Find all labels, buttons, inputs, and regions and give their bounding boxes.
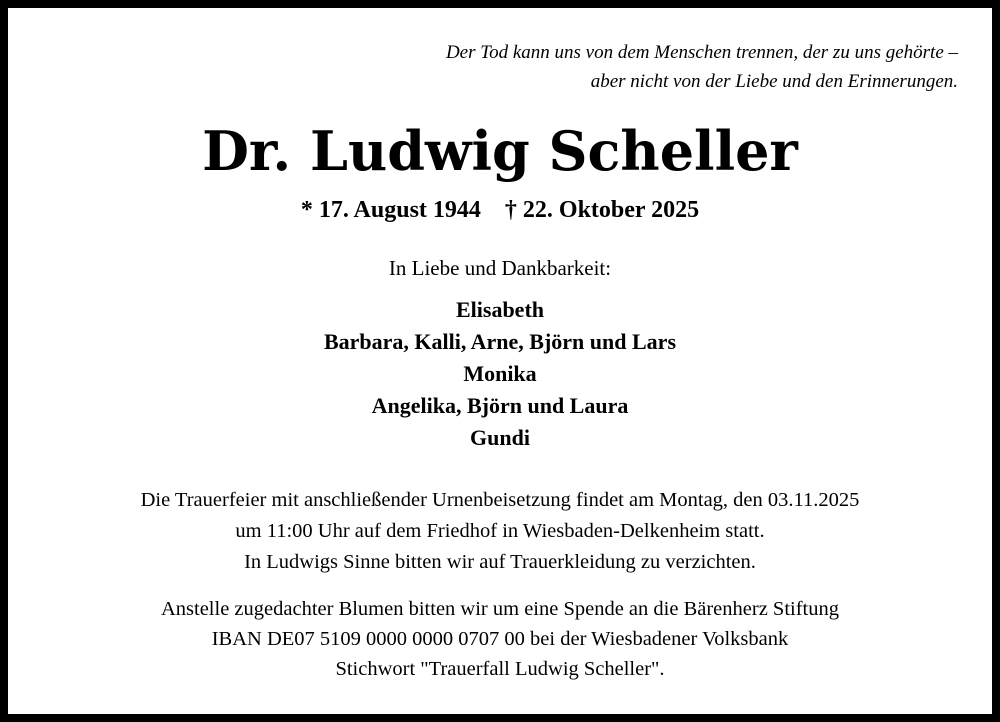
ceremony-info [8,485,992,578]
birth-date: * 17. August 1944 [300,197,481,223]
ceremony-line: In Ludwigs Sinne bitten wir auf Trauerkleidung zu verzichten. [244,551,756,573]
ceremony-line: um 11:00 Uhr auf dem Friedhof in Wiesbaden-Delkenheim statt. [235,520,765,542]
family-line: Barbara, Kalli, Arne, Björn und Lars [323,329,677,354]
family-line: Gundi [470,425,530,450]
deceased-name: Dr. Ludwig Scheller [202,119,798,183]
death-date: † 22. Oktober 2025 [504,197,700,223]
donation-line: Anstelle zugedachter Blumen bitten wir um eine Spende an die Bärenherz Stiftung [160,598,839,620]
memorial-quote [258,38,958,96]
intro-text: In Liebe und Dankbarkeit: [388,256,612,280]
quote-line-2: aber nicht von der Liebe und den Erinnerungen. [590,71,958,92]
life-dates [8,194,992,226]
quote-line-1: Der Tod kann uns von dem Menschen trennen, der zu uns gehörte – [445,42,958,63]
family-line: Monika [463,361,537,386]
family-line: Elisabeth [455,297,545,322]
family-line: Angelika, Björn und Laura [371,393,629,418]
donation-line: IBAN DE07 5109 0000 0000 0707 00 bei der Wiesbadener Volksbank [211,628,789,650]
donation-line: Stichwort "Trauerfall Ludwig Scheller". [335,658,665,680]
donation-info [8,594,992,684]
ceremony-line: Die Trauerfeier mit anschließender Urnenbeisetzung findet am Montag, den 03.11.2025 [140,489,860,511]
family-list [8,294,992,454]
obituary-card [8,8,992,714]
